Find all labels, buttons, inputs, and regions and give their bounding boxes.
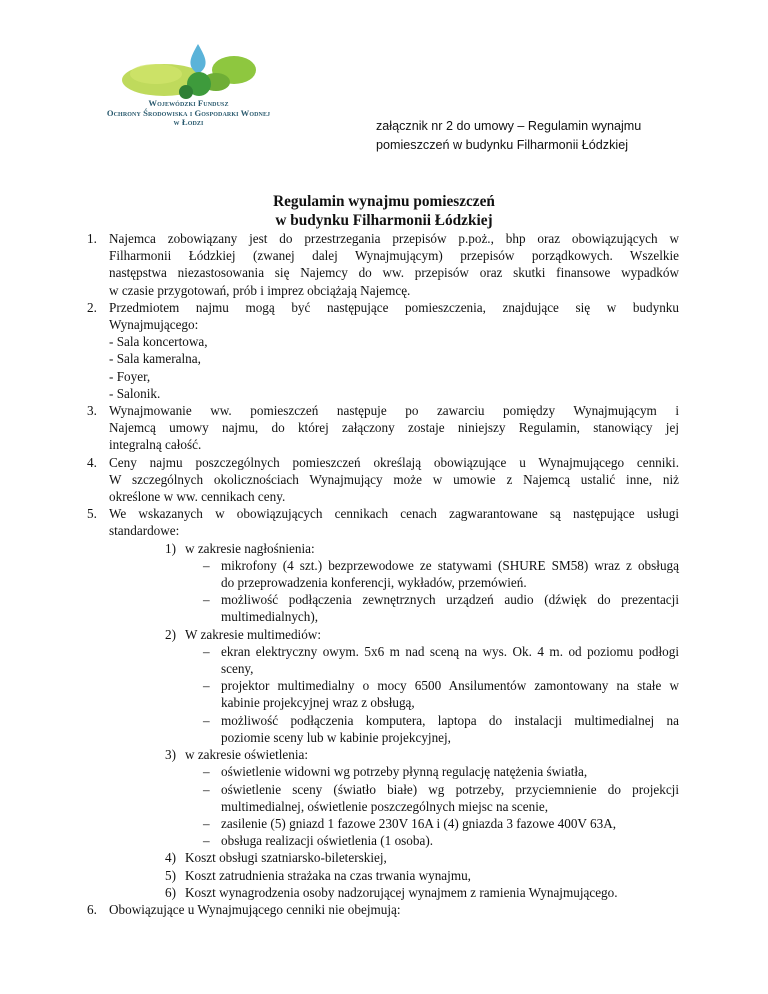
- logo-leaves-icon: [86, 40, 296, 102]
- dash-item-line: multimedialnych),: [221, 609, 319, 625]
- regulations-body: [87, 230, 679, 918]
- list-number: –: [203, 781, 210, 797]
- list-item-line: standardowe:: [109, 523, 180, 539]
- list-number: –: [203, 557, 210, 573]
- list-number: –: [203, 833, 210, 849]
- list-number: 2): [165, 626, 176, 642]
- list-item-line: 1. Najemca zobowiązany jest do przestrzegania przepisów p.poż., bhp oraz obowiązujących w: [87, 231, 679, 246]
- sub-item-line: 5) Koszt zatrudnienia strażaka na czas trwania wynajmu,: [165, 867, 471, 883]
- list-number: –: [203, 678, 210, 694]
- sub-item-line: 1) w zakresie nagłośnienia:: [165, 540, 315, 556]
- list-item-line: - Foyer,: [109, 368, 151, 384]
- list-number: 1.: [87, 231, 97, 246]
- logo-text: Wojewódzki Fundusz Ochrony Środowiska i Gospodarki Wodnej w Łodzi: [106, 98, 271, 128]
- list-number: –: [203, 764, 210, 780]
- list-item-line: Wynajmującego:: [109, 317, 199, 333]
- annex-note: załącznik nr 2 do umowy – Regulamin wynajmu pomieszczeń w budynku Filharmonii Łódzkiej: [376, 119, 642, 152]
- list-number: 5): [165, 867, 176, 883]
- dash-item-line: – obsługa realizacji oświetlenia (1 osoba).: [203, 833, 434, 849]
- sub-item-line: 6) Koszt wynagrodzenia osoby nadzorującej wynajmem z ramienia Wynajmującego.: [165, 884, 618, 900]
- list-number: 2.: [87, 299, 97, 315]
- list-item-line: W szczególnych okolicznościach Wynajmujący może w umowie z Najemcą ustalić inne, niż: [109, 471, 679, 487]
- dash-item-line: do przeprowadzenia konferencji, wykładów, przemówień.: [221, 575, 527, 591]
- sub-item-line: 3) w zakresie oświetlenia:: [165, 747, 309, 763]
- list-item-line: 4. Ceny najmu poszczególnych pomieszczeń określają obowiązujące u Wynajmującego cenniki.: [87, 454, 679, 470]
- dash-item-line: – oświetlenie sceny (światło białe) wg potrzeby, przyciemnienie do projekcji: [203, 781, 679, 797]
- dash-item-line: sceny,: [221, 661, 254, 677]
- list-number: –: [203, 815, 210, 831]
- list-item-line: - Sala koncertowa,: [109, 334, 208, 350]
- list-item-line: określone w ww. cennikach ceny.: [109, 489, 286, 505]
- list-number: 4.: [87, 454, 97, 470]
- list-number: 6.: [87, 901, 97, 917]
- dash-item-line: – możliwość podłączenia zewnętrznych urządzeń audio (dźwięk do prezentacji: [203, 592, 679, 608]
- list-item-line: 5. We wskazanych w obowiązujących cennikach cenach zagwarantowane są następujące usługi: [87, 506, 679, 522]
- list-item-line: 2. Przedmiotem najmu mogą być następujące pomieszczenia, znajdujące się w budynku: [87, 299, 679, 315]
- list-number: –: [203, 592, 210, 608]
- list-number: –: [203, 712, 210, 728]
- dash-item-line: – oświetlenie widowni wg potrzeby płynną regulację natężenia światła,: [203, 764, 588, 780]
- logo: [86, 40, 296, 130]
- dash-item-line: – projektor multimedialny o mocy 6500 Ansilumentów zamontowany na stałe w: [203, 678, 679, 694]
- list-number: 3.: [87, 403, 97, 419]
- page-title: Regulamin wynajmu pomieszczeń w budynku Filharmonii Łódzkiej: [273, 193, 495, 229]
- list-item-line: Filharmonii Łódzkiej (zwanej dalej Wynajmującym) przepisów porządkowych. Wszelkie: [109, 248, 679, 264]
- dash-item-line: – zasilenie (5) gniazd 1 fazowe 230V 16A i (4) gniazda 3 fazowe 400V 63A,: [203, 815, 617, 831]
- dash-item-line: – możliwość podłączenia komputera, laptopa do instalacji multimedialnej na: [203, 712, 679, 728]
- list-number: 3): [165, 747, 176, 763]
- sub-item-line: 2) W zakresie multimediów:: [165, 626, 321, 642]
- list-item-line: 6. Obowiązujące u Wynajmującego cenniki nie obejmują:: [87, 901, 401, 917]
- list-number: 6): [165, 884, 176, 900]
- list-number: –: [203, 643, 210, 659]
- list-item-line: integralną całość.: [109, 437, 202, 453]
- list-item-line: - Sala kameralna,: [109, 351, 201, 367]
- list-number: 1): [165, 540, 176, 556]
- sub-item-line: 4) Koszt obsługi szatniarsko-bileterskiej,: [165, 850, 387, 866]
- dash-item-line: kabinie projekcyjnej wraz z obsługą,: [221, 695, 415, 711]
- list-item-line: - Salonik.: [109, 385, 161, 401]
- dash-item-line: multimedialnej, oświetlenie poszczególnych miejsc na scenie,: [221, 798, 549, 814]
- dash-item-line: – mikrofony (4 szt.) bezprzewodowe ze statywami (SHURE SM58) wraz z obsługą: [203, 557, 679, 573]
- list-item-line: następstwa niezastosowania się Najemcy do ww. przepisów oraz skutki finansowe wypadków: [109, 265, 679, 281]
- list-item-line: 3. Wynajmowanie ww. pomieszczeń następuje po zawarciu pomiędzy Wynajmującym i: [87, 403, 679, 419]
- dash-item-line: – ekran elektryczny owym. 5x6 m nad sceną na wys. Ok. 4 m. od poziomu podłogi: [203, 643, 679, 659]
- dash-item-line: poziomie sceny lub w kabinie projekcyjnej,: [221, 729, 451, 745]
- list-item-line: w czasie przygotowań, prób i imprez obciążają Najemcę.: [109, 282, 411, 298]
- list-number: 4): [165, 850, 176, 866]
- list-number: 5.: [87, 506, 97, 522]
- list-item-line: Najemcą umowy najmu, do której załączony zostaje niniejszy Regulamin, stanowiący jej: [109, 420, 679, 436]
